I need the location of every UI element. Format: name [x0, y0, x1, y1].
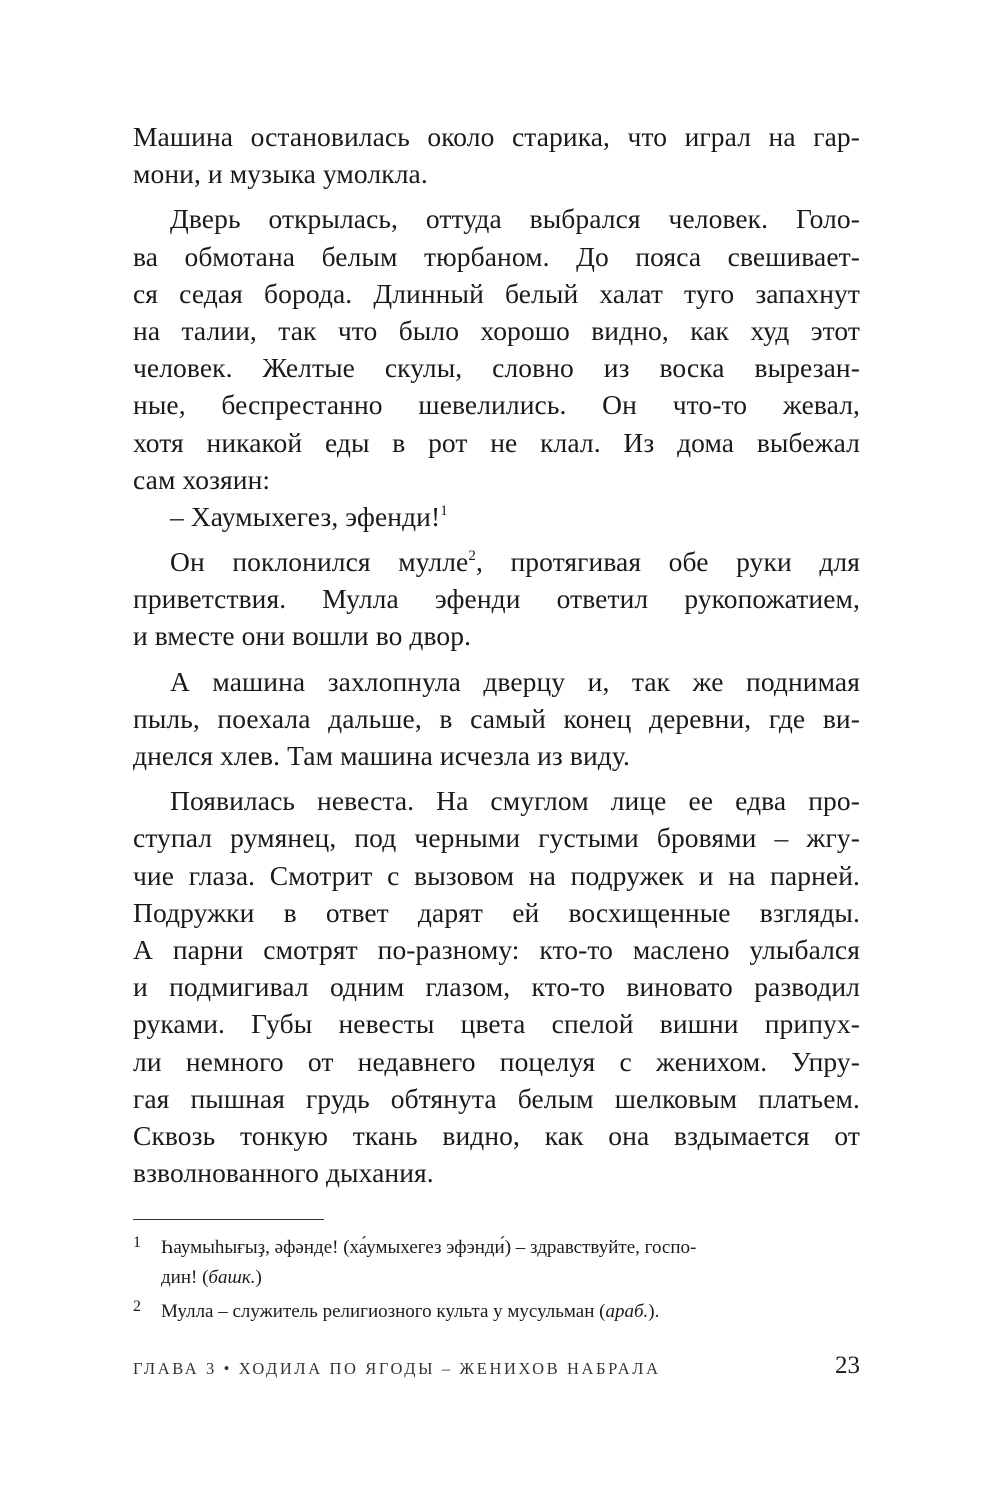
footnote-line [161, 1263, 860, 1293]
text-segment: Он поклонился мулле [170, 546, 469, 578]
text-line: ступал румянец, под черными густыми бровями – жгу- [133, 822, 860, 854]
text-line [133, 543, 860, 580]
footnote-line [161, 1297, 860, 1327]
text-line: Появилась невеста. На смуглом лице ее едва про- [170, 785, 860, 817]
text-line: чие глаза. Смотрит с вызовом на подружек и на парней. [133, 859, 860, 891]
text-line: взволнованного дыхания. [133, 1157, 434, 1189]
text-line: и подмигивал одним глазом, кто-то виновато разводил [133, 971, 860, 1003]
footnotes [133, 1233, 860, 1327]
text-line: пыль, поехала дальше, в самый конец деревни, где ви- [133, 702, 860, 734]
text-segment: , протягивая обе руки для [475, 546, 860, 578]
text-line: руками. Губы невесты цвета спелой вишни припух- [133, 1008, 860, 1040]
footnote-text: дин! ( [161, 1267, 209, 1288]
footnote-text: ). [648, 1301, 660, 1322]
text-line: мони, и музыка умолкла. [133, 158, 428, 190]
text-line: на талии, так что было хорошо видно, как худ этот [133, 314, 860, 346]
language-abbrev: башк. [208, 1267, 256, 1288]
text-line: Сквозь тонкую ткань видно, как она вздымается от [133, 1119, 860, 1151]
footnote-2 [133, 1297, 860, 1327]
running-head: ГЛАВА 3 • ХОДИЛА ПО ЯГОДЫ – ЖЕНИХОВ НАБРАЛА [133, 1359, 661, 1378]
text-line: Машина остановилась около старика, что играл на гар- [133, 121, 860, 152]
text-line: днелся хлев. Там машина исчезла из виду. [133, 740, 630, 771]
text-line: Подружки в ответ дарят ей восхищенные взгляды. [133, 896, 860, 928]
text-line [133, 498, 860, 535]
paragraph [133, 118, 860, 192]
page-number: 23 [835, 1352, 860, 1379]
paragraph [133, 200, 860, 498]
footnote-1 [133, 1233, 860, 1293]
dialogue-text: – Хаумыхегез, эфенди! [170, 500, 441, 532]
main-text [133, 118, 860, 1191]
footnote-ref[interactable]: 1 [440, 502, 448, 519]
text-line: А машина захлопнула дверцу и, так же поднимая [170, 665, 860, 697]
footnote-text: ) [255, 1267, 262, 1288]
footnote-ref[interactable]: 2 [468, 548, 476, 565]
text-line: и вместе они вошли во двор. [133, 620, 472, 652]
text-line: приветствия. Мулла эфенди ответил рукопожатием, [133, 583, 860, 615]
text-line: человек. Желтые скулы, словно из воска вырезан- [133, 352, 860, 384]
text-line: ва обмотана белым тюрбаном. До пояса свешивает- [133, 240, 860, 272]
text-line: ные, беспрестанно шевелились. Он что-то жевал, [133, 389, 860, 421]
footnote-line: Һаумыһығыҙ, әфәнде! (ха́умыхегез эфэнди́) – здравствуйте, госпо- [161, 1237, 697, 1258]
footnote-number: 1 [133, 1234, 141, 1251]
paragraph [133, 782, 860, 1191]
paragraph [133, 498, 860, 535]
text-line: сам хозяин: [133, 463, 271, 495]
footnote-text: Мулла – служитель религиозного культа у мусульман ( [161, 1301, 606, 1322]
text-line: Дверь открылась, оттуда выбрался человек. Голо- [170, 203, 860, 235]
text-line: ся седая борода. Длинный белый халат туго запахнут [133, 277, 860, 309]
text-line: гая пышная грудь обтянута белым шелковым платьем. [133, 1082, 860, 1114]
footnote-number: 2 [133, 1298, 141, 1315]
page-footer [133, 1352, 860, 1384]
language-abbrev: араб. [605, 1301, 649, 1322]
text-line: А парни смотрят по-разному: кто-то маслено улыбался [133, 933, 860, 965]
paragraph [133, 663, 860, 775]
paragraph [133, 543, 860, 655]
footnote-divider [133, 1219, 324, 1220]
text-line: хотя никакой еды в рот не клал. Из дома выбежал [133, 426, 860, 458]
text-line: ли немного от недавнего поцелуя с женихом. Упру- [133, 1045, 860, 1077]
